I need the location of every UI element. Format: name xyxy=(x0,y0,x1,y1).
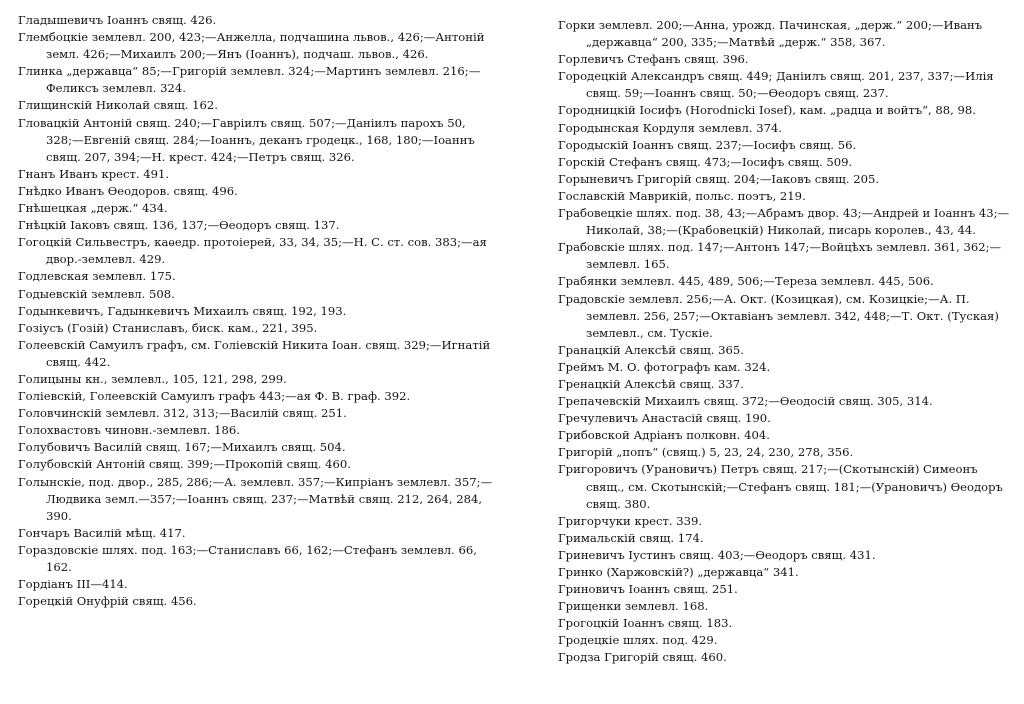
index-entry: Голицыны кн., землевл., 105, 121, 298, 299. xyxy=(18,371,287,386)
index-entry: Григорій „попъ“ (свящ.) 5, 23, 24, 230, 278, 356. xyxy=(558,445,854,460)
index-entry: Григорчуки крест. 339. xyxy=(558,513,703,528)
index-entry: Гримальскій свящ. 174. xyxy=(558,530,704,545)
index-entry: Городынская Кордуля землевл. 374. xyxy=(558,120,783,135)
index-entry: Горецкій Онуфрій свящ. 456. xyxy=(18,594,197,609)
index-entry: Голеевскій Самуилъ графъ, см. Голіевскій Никита Іоан. свящ. 329;—Игнатій свящ. 442. xyxy=(18,337,491,369)
index-entry: Гордіанъ III—414. xyxy=(18,577,128,592)
index-entry: Городецкій Александръ свящ. 449; Даніилъ свящ. 201, 237, 337;—Илія свящ. 59;—Іоаннъ свящ. 50;—Ѳеодоръ свящ. 237. xyxy=(558,69,994,101)
index-entry: Годлевская землевл. 175. xyxy=(18,269,176,284)
index-entry: Горлевичъ Стефанъ свящ. 396. xyxy=(558,52,749,67)
index-entry: Гловацкій Антоній свящ. 240;—Гавріилъ свящ. 507;—Даніилъ парохъ 50, 328;—Евгеній свящ. 284;—Іоаннъ, деканъ гродецк., 168, 180;—Іоаннъ свящ. 207, 394;—Н. крест. 424;—Петръ свящ. 326. xyxy=(18,115,475,164)
index-entry: Гродза Григорій свящ. 460. xyxy=(558,650,727,665)
index-entry: Гозіусъ (Гозій) Станиславъ, биск. кам., 221, 395. xyxy=(18,320,318,335)
index-entry: Грищенки землевл. 168. xyxy=(558,599,709,614)
index-entry: Гнѣдко Иванъ Ѳеодоров. свящ. 496. xyxy=(18,183,238,198)
index-entry: Грогоцкій Іоаннъ свящ. 183. xyxy=(558,616,733,631)
index-entry: Горыневичъ Григорій свящ. 204;—Іаковъ свящ. 205. xyxy=(558,171,880,186)
index-entry: Гринко (Харжовскій?) „державца“ 341. xyxy=(558,565,799,579)
index-entry: Головчинскій землевл. 312, 313;—Василій свящ. 251. xyxy=(18,406,347,421)
index-entry: Годыевскій землевл. 508. xyxy=(18,286,175,301)
index-entry: Грабовскіе шлях. под. 147;—Антонъ 147;—Войцѣхъ землевл. 361, 362;—землевл. 165. xyxy=(558,240,1002,272)
index-entry: Голіевскій, Голеевскій Самуилъ графъ 443;—ая Ф. В. граф. 392. xyxy=(18,389,411,404)
index-entry: Годынкевичъ, Гадынкевичъ Михаилъ свящ. 192, 193. xyxy=(18,303,347,318)
index-entry: Голынскіе, под. двор., 285, 286;—А. землевл. 357;—Кипріанъ землевл. 357;—Людвика земл.—357;—Іоаннъ свящ. 237;—Матвѣй свящ. 212, 264, 284, 390. xyxy=(18,474,493,523)
index-entry: Голубовскій Антоній свящ. 399;—Прокопій свящ. 460. xyxy=(18,457,351,472)
index-entry: Гославскій Маврикій, польс. поэтъ, 219. xyxy=(558,188,806,203)
index-entry: Гранацкій Алексѣй свящ. 365. xyxy=(558,342,744,357)
index-entry: Греймъ М. О. фотографъ кам. 324. xyxy=(558,359,771,374)
index-entry: Горки землевл. 200;—Анна, урожд. Пачинская, „держ.“ 200;—Иванъ „державца“ 200, 335;—Матвѣй „держ.“ 358, 367. xyxy=(558,18,983,50)
index-entry: Гренацкій Алексѣй свящ. 337. xyxy=(558,376,744,391)
index-entry: Градовскіе землевл. 256;—А. Окт. (Козицкая), см. Козицкіе;—А. П. землевл. 256, 257;—Октавіанъ землевл. 342, 448;—Т. Окт. (Туская) землевл., см. Тускіе. xyxy=(558,291,999,340)
right-page-column xyxy=(558,17,1018,667)
index-entry: Григоровичъ (Урановичъ) Петръ свящ. 217;—(Скотынскій) Симеонъ свящ., см. Скотынскій;—Стефанъ свящ. 181;—(Урановичъ) Ѳеодоръ свящ. 380. xyxy=(558,462,1003,511)
index-entry: Городницкій Іосифъ (Horodnicki Iosef), кам. „радца и войтъ“, 88, 98. xyxy=(558,103,976,118)
index-entry: Глищинскій Николай свящ. 162. xyxy=(18,98,218,113)
index-entry: Гриневичъ Іустинъ свящ. 403;—Ѳеодоръ свящ. 431. xyxy=(558,547,876,562)
index-entry: Грабянки землевл. 445, 489, 506;—Тереза землевл. 445, 506. xyxy=(558,274,934,289)
index-entry: Голохвастовъ чиновн.-землевл. 186. xyxy=(18,423,240,438)
index-entry: Гогоцкій Сильвестръ, каѳедр. протоіерей, 33, 34, 35;—Н. С. ст. сов. 383;—ая двор.-землевл. 429. xyxy=(18,235,487,267)
index-entry: Гнѣшецкая „держ.“ 434. xyxy=(18,201,168,216)
index-entry: Гречулевичъ Анастасій свящ. 190. xyxy=(558,411,771,426)
index-entry: Грепачевскій Михаилъ свящ. 372;—Ѳеодосій свящ. 305, 314. xyxy=(558,394,933,409)
index-entry: Гродецкіе шлях. под. 429. xyxy=(558,633,718,648)
index-entry: Городыскій Іоаннъ свящ. 237;—Іосифъ свящ. 56. xyxy=(558,137,857,152)
index-entry: Грибовской Адріанъ полковн. 404. xyxy=(558,428,770,443)
index-entry: Голубовичъ Василій свящ. 167;—Михаилъ свящ. 504. xyxy=(18,440,346,455)
index-entry: Грабовецкіе шлях. под. 38, 43;—Абрамъ двор. 43;—Андрей и Іоаннъ 43;—Николай, 38;—(Крабовецкій) Николай, писарь королев., 43, 44. xyxy=(558,206,1010,238)
index-entry: Горскій Стефанъ свящ. 473;—Іосифъ свящ. 509. xyxy=(558,154,853,169)
index-entry: Гончаръ Василій мѣщ. 417. xyxy=(18,525,186,540)
index-entry: Гладышевичъ Іоаннъ свящ. 426. xyxy=(18,13,217,27)
index-entry: Гриновичъ Іоаннъ свящ. 251. xyxy=(558,582,738,597)
index-entry: Глинка „державца“ 85;—Григорій землевл. 324;—Мартинъ землевл. 216;—Феликсъ землевл. 324. xyxy=(18,64,481,96)
index-entry: Гнѣцкій Іаковъ свящ. 136, 137;—Ѳеодоръ свящ. 137. xyxy=(18,218,340,233)
index-entry: Гнанъ Иванъ крест. 491. xyxy=(18,166,170,181)
index-entry: Гораздовскіе шлях. под. 163;—Станиславъ 66, 162;—Стефанъ землевл. 66, 162. xyxy=(18,542,477,574)
index-entry: Глембоцкіе землевл. 200, 423;—Анжелла, подчашина львов., 426;—Антоній земл. 426;—Михаилъ 200;—Янъ (Іоаннъ), подчаш. львов., 426. xyxy=(18,30,485,62)
left-page-column xyxy=(18,12,494,610)
